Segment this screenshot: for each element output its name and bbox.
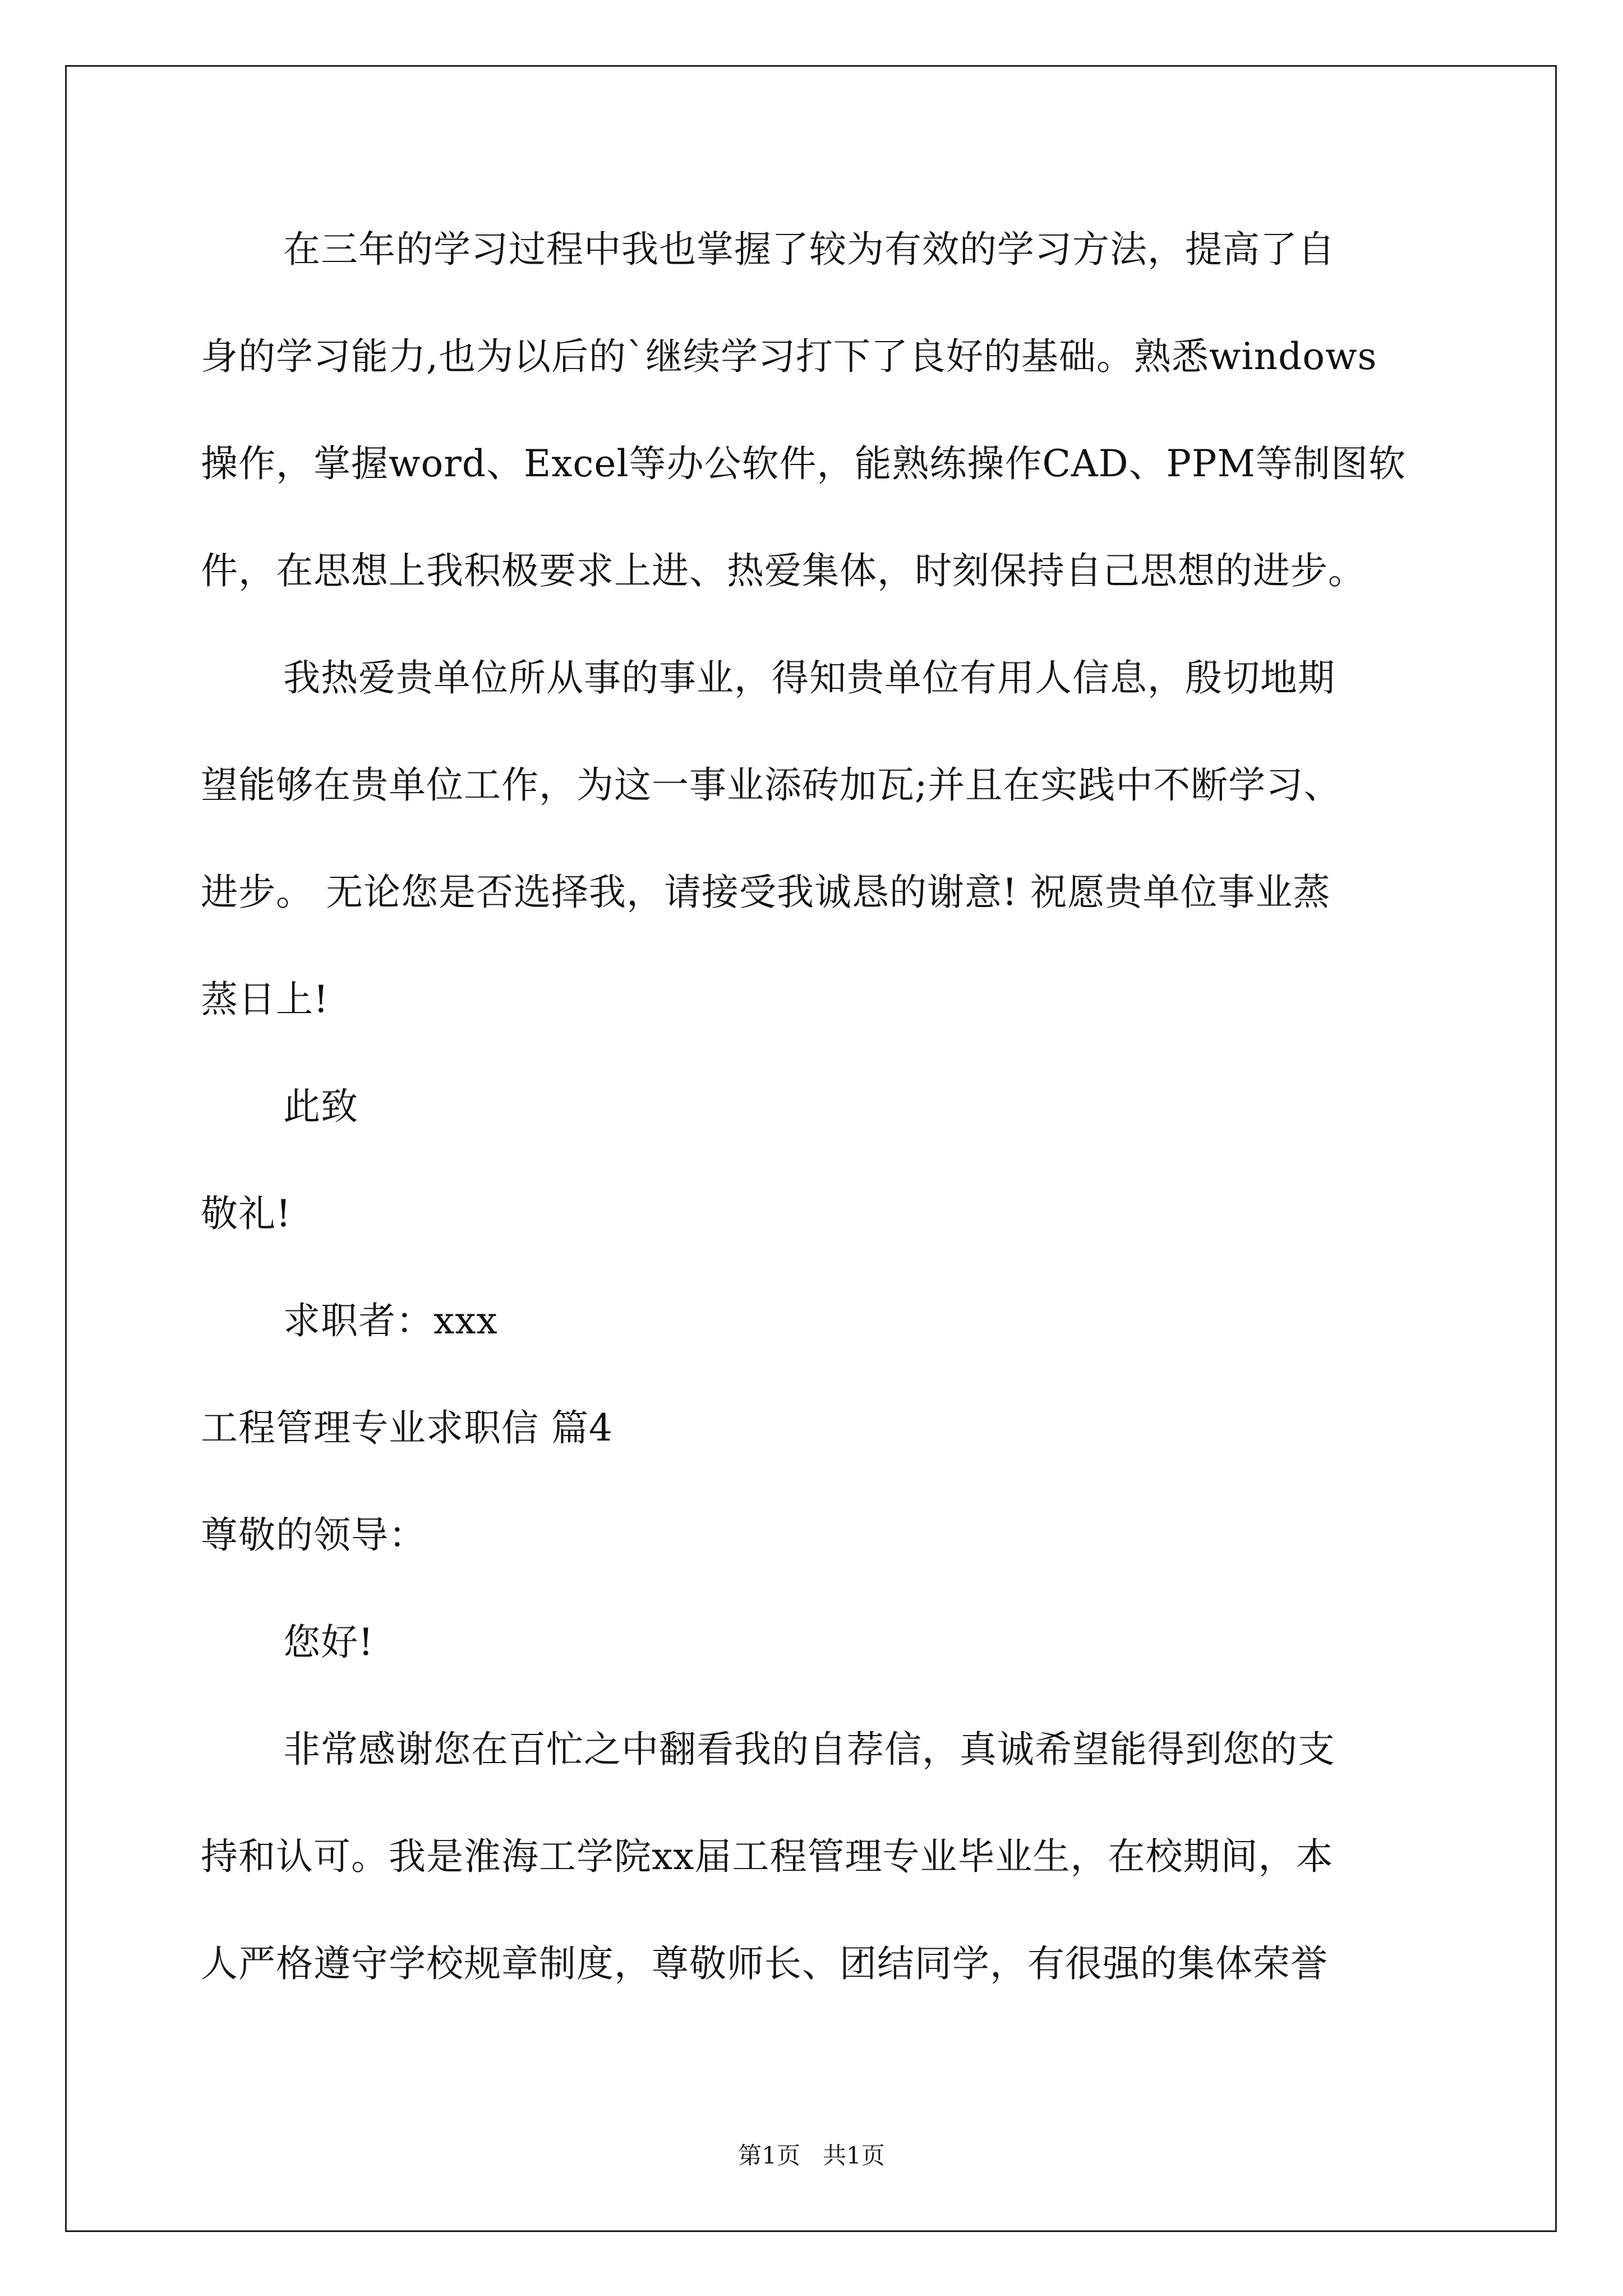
text-line: 非常感谢您在百忙之中翻看我的自荐信，真诚希望能得到您的支: [283, 1728, 1335, 1771]
signature-line: 求职者：xxx: [283, 1299, 498, 1342]
text-line: 持和认可。我是淮海工学院xx届工程管理专业毕业生，在校期间，本: [201, 1835, 1334, 1878]
salutation-closing: 此致: [283, 1085, 358, 1128]
text-line: 身的学习能力,也为以后的`继续学习打下了良好的基础。熟悉windows: [201, 335, 1377, 378]
page-number-footer: 第1页 共1页: [738, 2142, 885, 2169]
text-line: 我热爱贵单位所从事的事业，得知贵单位有用人信息，殷切地期: [283, 656, 1335, 700]
text-line: 人严格遵守学校规章制度，尊敬师长、团结同学，有很强的集体荣誉: [201, 1942, 1328, 1985]
text-line: 进步。 无论您是否选择我，请接受我诚恳的谢意! 祝愿贵单位事业蒸: [201, 871, 1331, 914]
salutation-regards: 敬礼!: [201, 1192, 292, 1235]
text-line: 在三年的学习过程中我也掌握了较为有效的学习方法，提高了自: [283, 228, 1335, 271]
greeting-hello: 您好!: [283, 1621, 374, 1664]
text-line: 操作，掌握word、Excel等办公软件，能熟练操作CAD、PPM等制图软: [201, 442, 1407, 485]
page-border: [65, 65, 1557, 2232]
text-line: 望能够在贵单位工作，为这一事业添砖加瓦;并且在实践中不断学习、: [201, 763, 1341, 807]
section-heading: 工程管理专业求职信 篇4: [201, 1406, 613, 1450]
greeting-recipient: 尊敬的领导：: [201, 1513, 426, 1557]
text-line: 蒸日上!: [201, 978, 329, 1021]
text-line: 件，在思想上我积极要求上进、热爱集体，时刻保持自己思想的进步。: [201, 549, 1366, 592]
